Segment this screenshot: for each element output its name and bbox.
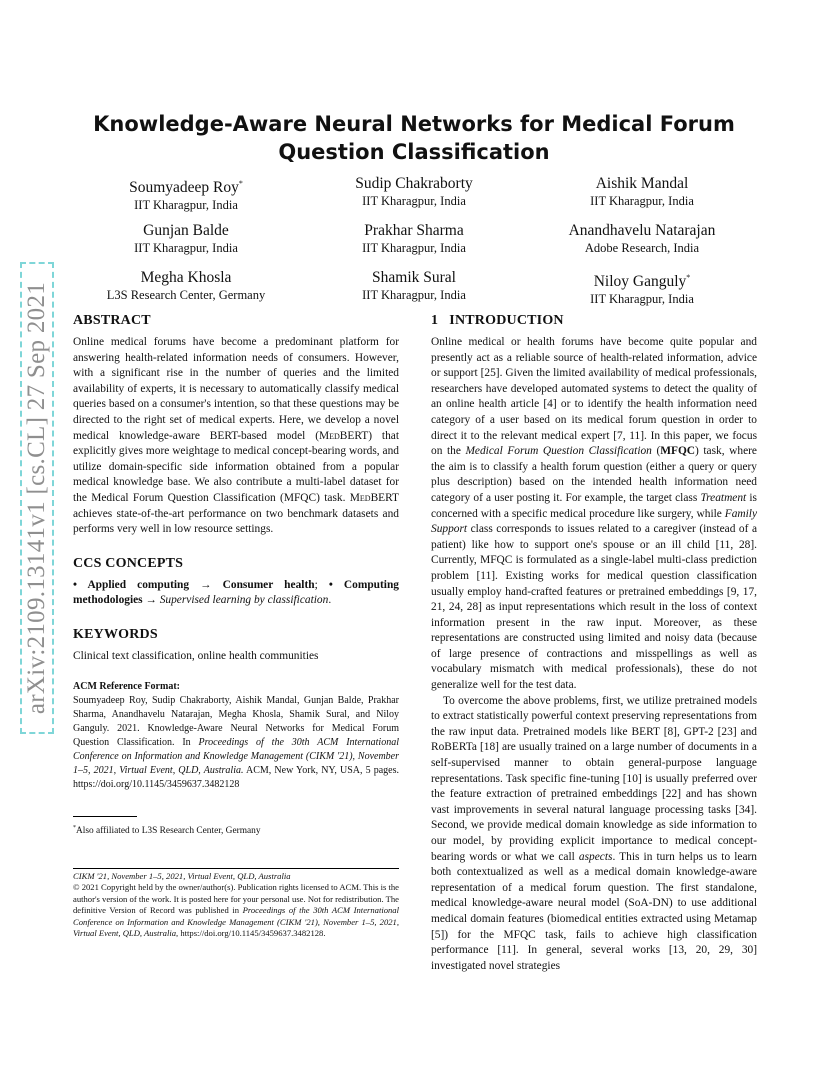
author-name: Megha Khosla [140,269,232,286]
copyright-text: © 2021 Copyright held by the owner/author(s). Publication rights licensed to ACM. This is the author's version of the work. It is posted here for your personal use. Not for redistribution. The definitive Version of Record was published in Proceedings of the 30th ACM International Conference on Information and Knowledge Management (CIKM '21), November 1–5, 2021, Virtual Event, QLD, Australia, https://doi.org/10.1145/3459637.3482128. [73,882,399,939]
author-affiliation: L3S Research Center, Germany [106,288,266,302]
ccs-heading: CCS CONCEPTS [73,555,184,571]
copyright-rule [73,868,399,869]
author-9 [528,268,756,307]
footnote: *Also affiliated to L3S Research Center, Germany [73,825,261,837]
author-1 [72,174,300,213]
venue-line: CIKM '21, November 1–5, 2021, Virtual Event, QLD, Australia [73,871,291,881]
intro-paragraph-1: Online medical or health forums have become quite popular and presently act as a reliable source of health-related information, advice or support [25]. Given the limited availability of medical professionals, researchers have developed automated systems to detect the quality of an online health article [4] or to identify the health information need category of a user based on its medical forum question in order to direct it to the relevant medical expert [7, 11]. In this paper, we focus on the Medical Forum Question Classification (MFQC) task, where the aim is to classify a health forum question (either a query or query plus description) based on the intended health information need category of a user posting it. For example, the target class Treatment is concerned with a specific medical procedure like surgery, while Family Support class corresponds to issues related to a caregiver (instead of a patient) like how to support one's spouse or an ill child [11, 28]. Currently, MFQC is formulated as a single-label multi-class prediction problem [11]. Existing works for medical question classification usually employ hand-crafted features or pretrained embeddings [9, 17, 21, 24, 28] as input representations which result in the loss of context information present in the raw input. Moreover, as these representations are constructed using limited and noisy data (because of large presence of contractions and misspellings as well as vocabulary mismatch with medical professionals), these do not generalize well for the test data. [431,336,757,692]
ccs-text: • Applied computing → Consumer health; • Computing methodologies → Supervised learning by classification. [73,578,399,607]
title-line-2: Question Classification [278,140,550,164]
abstract-text: Online medical forums have become a predominant platform for answering health-related information needs of consumers. However, with a significant rise in the number of queries and the limited availability of experts, it is necessary to automatically classify medical queries based on a consumer's intention, so that these questions may be directed to the right set of medical experts. Here, we develop a novel medical knowledge-aware BERT-based model (MedBERT) that explicitly gives more weightage to medical concept-bearing words, and utilize domain-specific side information obtained from a popular medical knowledge base. We also contribute a multi-label dataset for the Medical Forum Question Classification (MFQC) task. MedBERT achieves state-of-the-art performance on two benchmark datasets and performs very well in low resource settings. [73,336,399,536]
author-8 [300,268,528,303]
author-name: Niloy Ganguly [593,273,687,291]
author-affiliation: IIT Kharagpur, India [362,288,466,302]
author-affiliation: IIT Kharagpur, India [362,194,466,208]
arxiv-stamp [20,262,54,734]
author-affiliation: IIT Kharagpur, India [362,241,466,255]
author-mark: * [686,273,691,282]
intro-paragraph-2: To overcome the above problems, first, we utilize pretrained models to extract statistically powerful context preserving representations from the raw input data. Pretrained models like BERT [8], GPT-2 [23] and RoBERTa [18] are usually trained on a large number of documents in a self-supervised manner to obtain general-purpose language representations. Task specific fine-tuning [10] is usually preferred over the feature extraction of pretrained embeddings [22] and has shown vast improvements in several natural language processing tasks [34]. Second, we provide medical domain knowledge as side information to our model, by providing explicit importance to medical concept-bearing words or what we call aspects. This in turn helps us to learn both contextualized as well as a medical domain knowledge-aware representation of a medical forum question. The first standalone, medical knowledge-aware neural model (SoA-DN) to use additional medical domain features (biomedical entities extracted using Metamap [5]) for the MFQC task, fails to achieve high classification performance [11]. In general, several works [13, 20, 29, 30] investigated novel strategies [431,694,757,972]
paper-title [72,110,756,166]
author-name: Soumyadeep Roy [129,179,239,197]
model-name: MedBERT [349,491,399,504]
author-name: Anandhavelu Natarajan [568,222,716,239]
author-affiliation: IIT Kharagpur, India [590,292,694,307]
abstract-heading: ABSTRACT [73,313,151,328]
acm-reference-heading: ACM Reference Format: [73,680,180,692]
author-4 [72,221,300,256]
author-2 [300,174,528,209]
author-3 [528,174,756,209]
keywords-heading: KEYWORDS [73,626,158,642]
title-line-1: Knowledge-Aware Neural Networks for Medical Forum [93,112,735,136]
copyright-block [73,871,399,939]
left-column [73,312,399,792]
author-name: Prakhar Sharma [364,222,464,239]
author-name: Aishik Mandal [595,175,689,192]
author-affiliation: IIT Kharagpur, India [134,241,238,255]
author-6 [528,221,756,256]
intro-heading: 1 INTRODUCTION [431,313,564,328]
author-mark: * [238,179,243,188]
right-column [431,312,757,974]
keywords-text: Clinical text classification, online health communities [73,649,319,662]
model-name: MedBERT [319,429,369,442]
author-7 [72,268,300,303]
author-name: Sudip Chakraborty [355,175,473,192]
footnote-rule [73,816,137,817]
arxiv-stamp-text: arXiv:2109.13141v1 [cs.CL] 27 Sep 2021 [23,281,50,715]
author-affiliation: IIT Kharagpur, India [590,194,694,208]
acm-reference-text: Soumyadeep Roy, Sudip Chakraborty, Aishik Mandal, Gunjan Balde, Prakhar Sharma, Anandhavelu Natarajan, Megha Khosla, Shamik Sural, and Niloy Ganguly. 2021. Knowledge-Aware Neural Networks for Medical Forum Question Classification. In Proceedings of the 30th ACM International Conference on Information and Knowledge Management (CIKM '21), November 1–5, 2021, Virtual Event, QLD, Australia. ACM, New York, NY, USA, 5 pages. https://doi.org/10.1145/3459637.3482128 [73,694,399,790]
author-name: Shamik Sural [372,269,456,286]
author-affiliation: IIT Kharagpur, India [134,198,238,213]
author-affiliation: Adobe Research, India [584,241,700,255]
author-name: Gunjan Balde [143,222,229,239]
author-5 [300,221,528,256]
